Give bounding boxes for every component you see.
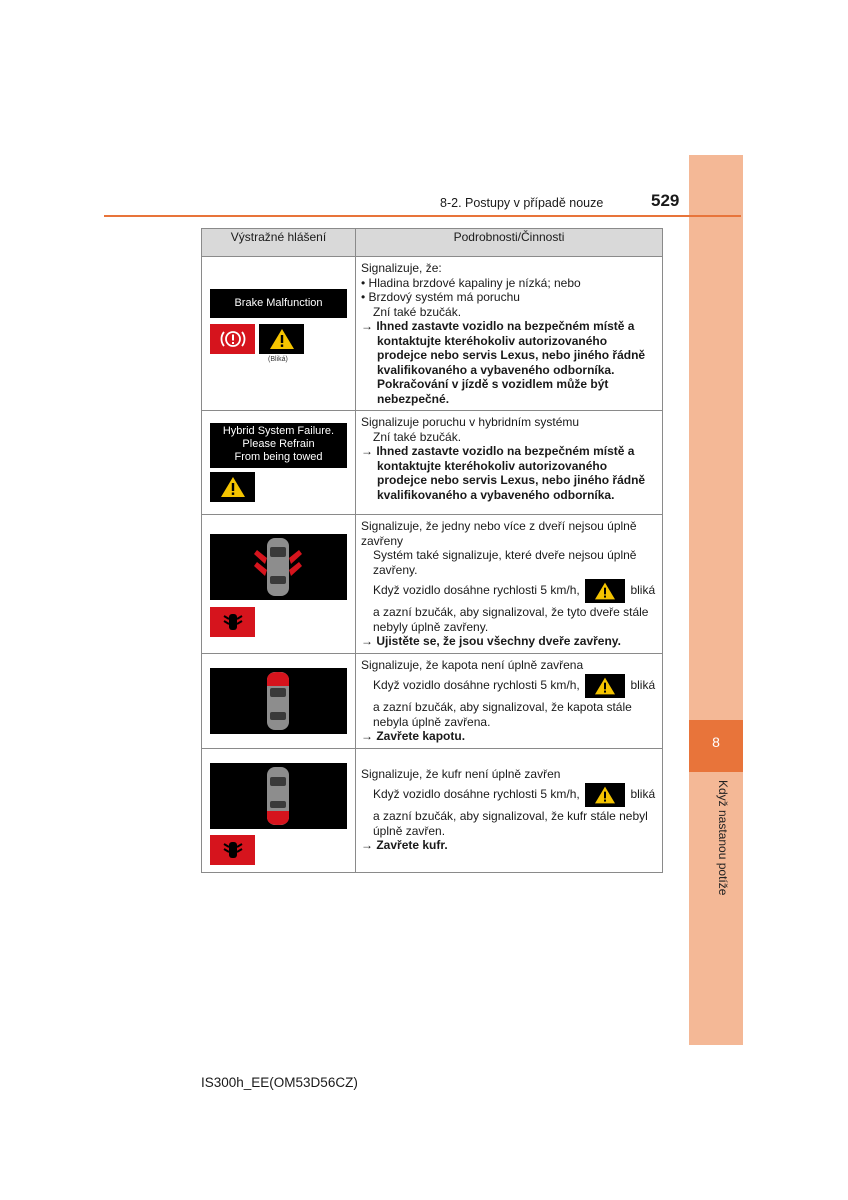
door-open-display <box>210 534 347 600</box>
display-line: From being towed <box>234 451 323 463</box>
speed-note <box>361 672 656 700</box>
master-warning-icon <box>210 472 255 502</box>
header-rule <box>104 215 741 217</box>
action-instruction <box>361 444 656 502</box>
row-intro: Signalizuje poruchu v hybridním systému <box>361 415 580 429</box>
table-header-row <box>202 229 663 257</box>
master-warning-icon <box>585 674 625 698</box>
master-warning-icon <box>585 783 625 807</box>
details-cell <box>356 748 663 872</box>
speed-text: Když vozidlo dosáhne rychlosti 5 km/h, <box>373 583 580 598</box>
arrow-glyph: → <box>361 444 373 458</box>
car-top-view-doors-icon <box>210 534 347 600</box>
hybrid-failure-display <box>210 423 347 468</box>
arrow-glyph: → <box>361 634 373 648</box>
action-instruction <box>361 838 656 853</box>
table-row <box>202 257 663 411</box>
bullet-item: • Hladina brzdové kapaliny je nízká; nebo <box>361 275 581 290</box>
buzzer-note: a zazní bzučák, aby signalizoval, že kufr stále nebyl úplně zavřen. <box>373 809 648 838</box>
brake-malfunction-display <box>210 289 347 318</box>
speed-note <box>361 577 656 605</box>
hood-open-display <box>210 668 347 734</box>
speed-text-end: bliká <box>630 583 656 598</box>
table-row <box>202 653 663 748</box>
chapter-tab-label: Když nastanou potíže <box>716 780 730 896</box>
buzzer-note: a zazní bzučák, aby signalizoval, že kapota stále nebyla úplně zavřena. <box>373 700 632 729</box>
action-instruction <box>361 729 656 744</box>
action-text: Ujistěte se, že jsou všechny dveře zavřeny. <box>376 634 621 648</box>
col-header-details: Podrobnosti/Činnosti <box>356 229 663 257</box>
master-warning-icon <box>259 324 304 354</box>
display-line: Please Refrain <box>242 438 315 450</box>
details-cell <box>356 257 663 411</box>
trunk-open-display <box>210 763 347 829</box>
page-number: 529 <box>651 191 680 210</box>
details-cell <box>356 653 663 748</box>
arrow-glyph: → <box>361 838 373 852</box>
arrow-glyph: → <box>361 319 373 333</box>
master-warning-icon <box>585 579 625 603</box>
buzzer-note: Zní také bzučák. <box>373 304 462 319</box>
action-text: Zavřete kapotu. <box>376 729 466 743</box>
speed-text: Když vozidlo dosáhne rychlosti 5 km/h, <box>373 787 580 802</box>
blink-note: (Bliká) <box>268 356 288 363</box>
row-intro: Signalizuje, že: <box>361 261 442 275</box>
display-text: Brake Malfunction <box>234 297 323 309</box>
buzzer-note: Zní také bzučák. <box>373 429 462 444</box>
col-header-warning: Výstražné hlášení <box>202 229 356 257</box>
details-cell <box>356 411 663 515</box>
action-instruction <box>361 634 656 649</box>
car-top-view-trunk-icon <box>210 763 347 829</box>
details-cell <box>356 515 663 654</box>
action-text: Ihned zastavte vozidlo na bezpečném místě a kontaktujte kteréhokoliv autorizovaného prodejce nebo servis Lexus, nebo jiného řádně kvalifikovaného a vybaveného odborníka. <box>376 444 646 502</box>
speed-text-end: bliká <box>630 787 656 802</box>
action-text: Ihned zastavte vozidlo na bezpečném místě a kontaktujte kteréhokoliv autorizovaného prodejce nebo servis Lexus, nebo jiného řádně kvalifikovaného a vybaveného odborníka. Pokračování v jízdě s vozidlem může být nebezpečné. <box>376 319 646 406</box>
model-code-footer: IS300h_EE(OM53D56CZ) <box>201 1075 358 1090</box>
table-row <box>202 411 663 515</box>
table-row <box>202 515 663 654</box>
speed-text: Když vozidlo dosáhne rychlosti 5 km/h, <box>373 678 580 693</box>
row-intro: Signalizuje, že kufr není úplně zavřen <box>361 766 561 781</box>
action-instruction <box>361 319 656 406</box>
speed-text-end: bliká <box>630 678 656 693</box>
row-intro: Signalizuje, že jedny nebo více z dveří nejsou úplně zavřeny <box>361 519 637 548</box>
car-top-view-hood-icon <box>210 668 347 734</box>
action-text: Zavřete kufr. <box>376 838 448 852</box>
display-line: Hybrid System Failure. <box>222 425 335 437</box>
speed-note <box>361 781 656 809</box>
brake-warning-icon <box>210 324 255 354</box>
warning-display-cell <box>202 653 356 748</box>
bullet-item: • Brzdový systém má poruchu <box>361 290 520 304</box>
chapter-tab-number: 8 <box>689 720 743 772</box>
buzzer-note: a zazní bzučák, aby signalizoval, že tyto dveře stále nebyly úplně zavřeny. <box>373 605 649 634</box>
section-title: 8-2. Postupy v případě nouze <box>440 196 604 210</box>
warning-display-cell <box>202 257 356 411</box>
warning-display-cell <box>202 515 356 654</box>
bullet-text: Brzdový systém má poruchu <box>368 290 520 304</box>
table-row <box>202 748 663 872</box>
row-intro: Signalizuje, že kapota není úplně zavřena <box>361 657 584 672</box>
bullet-text: Hladina brzdové kapaliny je nízká; nebo <box>368 275 581 290</box>
warning-message-table <box>201 228 663 873</box>
trunk-open-icon <box>210 835 255 865</box>
warning-display-cell <box>202 748 356 872</box>
door-open-icon <box>210 607 255 637</box>
warning-display-cell <box>202 411 356 515</box>
chapter-tab-top <box>689 155 743 720</box>
system-note: Systém také signalizuje, které dveře nejsou úplně zavřeny. <box>373 548 637 577</box>
arrow-glyph: → <box>361 729 373 743</box>
